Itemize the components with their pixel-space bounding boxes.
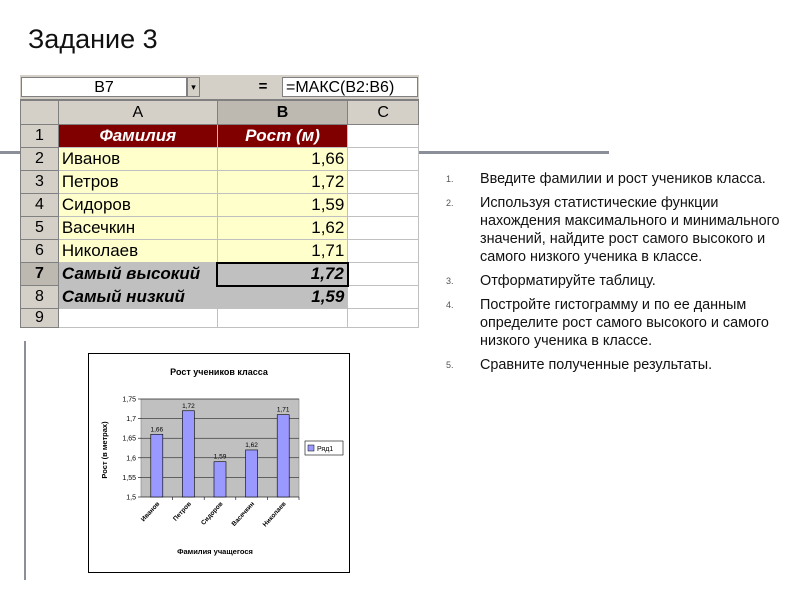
chart-panel bbox=[88, 353, 350, 573]
bar bbox=[214, 462, 226, 497]
list-item bbox=[446, 272, 786, 290]
data-label: 1,72 bbox=[182, 402, 195, 410]
cell-b9[interactable] bbox=[217, 309, 348, 328]
cell-b8[interactable]: 1,59 bbox=[217, 286, 348, 309]
list-item-number: 3. bbox=[446, 276, 454, 286]
table-row bbox=[21, 217, 419, 240]
column-header-b[interactable]: B bbox=[217, 101, 348, 125]
table-row bbox=[21, 309, 419, 328]
cell-a6[interactable]: Николаев bbox=[58, 240, 217, 263]
row-header[interactable]: 4 bbox=[21, 194, 59, 217]
formula-input[interactable]: =МАКС(B2:B6) bbox=[282, 77, 418, 97]
list-item-text: Введите фамилии и рост учеников класса. bbox=[480, 171, 766, 187]
table-row bbox=[21, 148, 419, 171]
cell-c5[interactable] bbox=[348, 217, 419, 240]
data-label: 1,66 bbox=[150, 426, 164, 434]
x-tick-label: Сидоров bbox=[200, 500, 225, 527]
table-row bbox=[21, 263, 419, 286]
list-item-text: Используя статистические функции нахождения максимального и минимального значений, найдите рост самого высокого и самого низкого ученика в классе. bbox=[480, 195, 780, 265]
cell-c4[interactable] bbox=[348, 194, 419, 217]
table-row bbox=[21, 194, 419, 217]
cell-grid bbox=[20, 100, 419, 328]
cell-b3[interactable]: 1,72 bbox=[217, 171, 348, 194]
bar bbox=[277, 415, 289, 497]
decor-horizontal-line bbox=[419, 151, 609, 154]
y-tick-label: 1,75 bbox=[122, 396, 136, 404]
cell-b7-selected[interactable]: 1,72 bbox=[217, 263, 348, 286]
list-item-number: 1. bbox=[446, 174, 454, 184]
cell-c7[interactable] bbox=[348, 263, 419, 286]
row-header[interactable]: 3 bbox=[21, 171, 59, 194]
table-row bbox=[21, 125, 419, 148]
equals-button[interactable]: = bbox=[258, 78, 268, 95]
row-header[interactable]: 9 bbox=[21, 309, 59, 328]
y-tick-label: 1,65 bbox=[122, 435, 136, 443]
slide-title: Задание 3 bbox=[28, 24, 158, 54]
column-header-row bbox=[21, 101, 419, 125]
row-header[interactable]: 2 bbox=[21, 148, 59, 171]
column-header-a[interactable]: A bbox=[58, 101, 217, 125]
table-row bbox=[21, 286, 419, 309]
formula-bar bbox=[20, 75, 419, 100]
column-header-c[interactable]: C bbox=[348, 101, 419, 125]
data-label: 1,62 bbox=[245, 441, 258, 449]
y-axis-label: Рост (в метрах) bbox=[100, 421, 109, 479]
row-header[interactable]: 8 bbox=[21, 286, 59, 309]
table-row bbox=[21, 171, 419, 194]
list-item-number: 5. bbox=[446, 360, 454, 370]
cell-a7[interactable]: Самый высокий bbox=[58, 263, 217, 286]
row-header[interactable]: 6 bbox=[21, 240, 59, 263]
bar bbox=[151, 434, 163, 497]
list-item-text: Сравните полученные результаты. bbox=[480, 357, 713, 373]
table-row bbox=[21, 240, 419, 263]
cell-c1[interactable] bbox=[348, 125, 419, 148]
y-tick-label: 1,7 bbox=[126, 416, 136, 424]
y-tick-label: 1,55 bbox=[122, 474, 136, 482]
x-tick-label: Николаев bbox=[261, 500, 288, 529]
name-box[interactable]: B7 bbox=[21, 77, 187, 97]
cell-c3[interactable] bbox=[348, 171, 419, 194]
list-item bbox=[446, 296, 786, 350]
decor-horizontal-line bbox=[0, 151, 20, 154]
select-all-corner[interactable] bbox=[21, 101, 59, 125]
bar bbox=[182, 411, 194, 497]
list-item-text: Постройте гистограмму и по ее данным определите рост самого высокого и самого низкого ученика в классе. bbox=[480, 297, 769, 349]
cell-b2[interactable]: 1,66 bbox=[217, 148, 348, 171]
chart-title: Рост учеников класса bbox=[170, 367, 268, 377]
legend-label: Ряд1 bbox=[317, 446, 334, 453]
x-tick-label: Петров bbox=[172, 500, 193, 523]
list-item bbox=[446, 356, 786, 374]
x-tick-label: Иванов bbox=[139, 500, 162, 524]
y-tick-label: 1,6 bbox=[126, 455, 136, 463]
cell-b1[interactable]: Рост (м) bbox=[217, 125, 348, 148]
task-list bbox=[446, 170, 786, 380]
x-axis-label: Фамилия учащегося bbox=[177, 547, 253, 556]
cell-c2[interactable] bbox=[348, 148, 419, 171]
list-item bbox=[446, 170, 786, 188]
y-tick-label: 1,5 bbox=[126, 494, 136, 502]
decor-vertical-line bbox=[24, 340, 26, 580]
data-label: 1,59 bbox=[213, 453, 227, 461]
list-item bbox=[446, 194, 786, 266]
data-label: 1,71 bbox=[276, 406, 290, 414]
list-item-number: 4. bbox=[446, 300, 454, 310]
cell-c9[interactable] bbox=[348, 309, 419, 328]
chevron-down-icon[interactable]: ▾ bbox=[187, 77, 200, 97]
cell-a2[interactable]: Иванов bbox=[58, 148, 217, 171]
cell-a8[interactable]: Самый низкий bbox=[58, 286, 217, 309]
list-item-number: 2. bbox=[446, 198, 454, 208]
cell-c8[interactable] bbox=[348, 286, 419, 309]
row-header[interactable]: 5 bbox=[21, 217, 59, 240]
bar bbox=[246, 450, 258, 497]
row-header[interactable]: 7 bbox=[21, 263, 59, 286]
cell-c6[interactable] bbox=[348, 240, 419, 263]
cell-b4[interactable]: 1,59 bbox=[217, 194, 348, 217]
cell-a3[interactable]: Петров bbox=[58, 171, 217, 194]
cell-b6[interactable]: 1,71 bbox=[217, 240, 348, 263]
cell-a5[interactable]: Васечкин bbox=[58, 217, 217, 240]
cell-b5[interactable]: 1,62 bbox=[217, 217, 348, 240]
x-tick-label: Васечкин bbox=[230, 500, 257, 528]
legend-swatch bbox=[308, 445, 314, 451]
row-header[interactable]: 1 bbox=[21, 125, 59, 148]
list-item-text: Отформатируйте таблицу. bbox=[480, 273, 656, 289]
bar-chart bbox=[89, 354, 349, 572]
cell-a9[interactable] bbox=[58, 309, 217, 328]
spreadsheet bbox=[20, 75, 419, 341]
cell-a4[interactable]: Сидоров bbox=[58, 194, 217, 217]
cell-a1[interactable]: Фамилия bbox=[58, 125, 217, 148]
